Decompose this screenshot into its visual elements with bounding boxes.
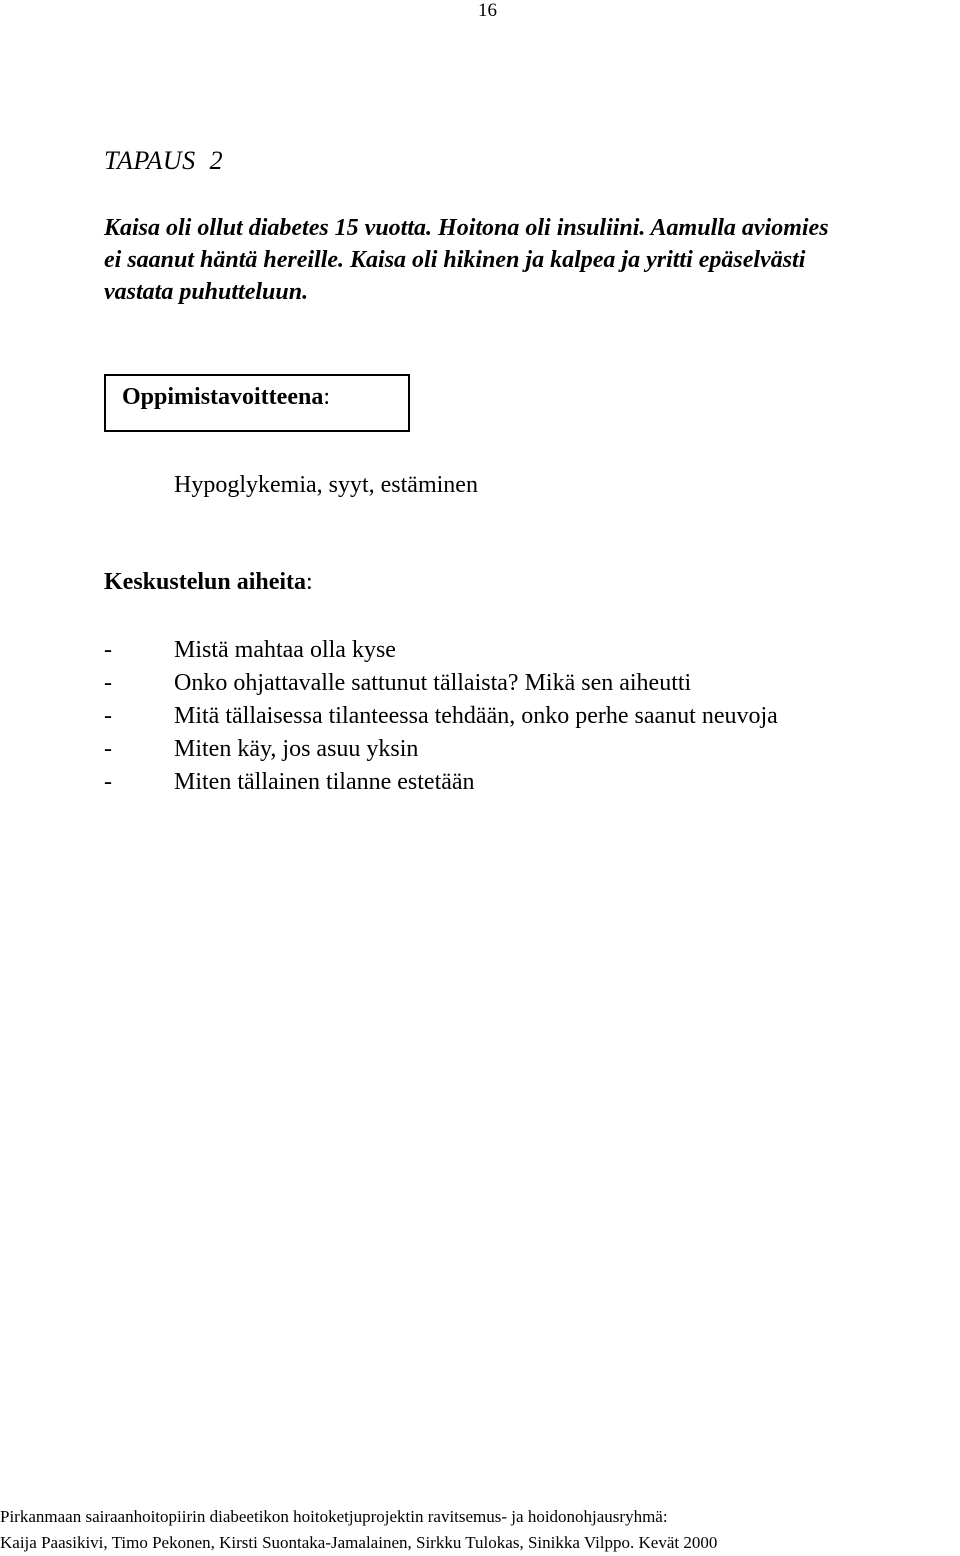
learning-goal-value: Hypoglykemia, syyt, estäminen <box>174 472 478 498</box>
discussion-topics-heading-text: Keskustelun aiheita <box>104 569 307 595</box>
case-line: Kaisa oli ollut diabetes 15 vuotta. Hoitona oli insuliini. Aamulla aviomies <box>104 215 829 241</box>
case-title <box>104 146 223 176</box>
list-item-text: Mistä mahtaa olla kyse <box>174 637 396 663</box>
list-bullet: - <box>104 703 112 729</box>
list-item-text: Onko ohjattavalle sattunut tällaista? Mikä sen aiheutti <box>174 670 692 696</box>
learning-goal-label <box>122 384 330 411</box>
learning-goal-label-text: Oppimistavoitteena <box>122 384 324 410</box>
list-bullet: - <box>104 769 112 795</box>
list-item-text: Mitä tällaisessa tilanteessa tehdään, onko perhe saanut neuvoja <box>174 703 778 729</box>
list-bullet: - <box>104 637 112 663</box>
learning-goal-label-colon: : <box>323 384 330 410</box>
case-description <box>104 212 960 308</box>
footer-line: Kaija Paasikivi, Timo Pekonen, Kirsti Suontaka-Jamalainen, Sirkku Tulokas, Sinikka Vilppo. Kevät 2000 <box>0 1533 718 1552</box>
list-bullet: - <box>104 736 112 762</box>
case-line: ei saanut häntä hereille. Kaisa oli hikinen ja kalpea ja yritti epäselvästi <box>104 247 806 273</box>
page-footer <box>0 1504 717 1556</box>
list-bullet: - <box>104 670 112 696</box>
case-line: vastata puhutteluun. <box>104 279 309 305</box>
discussion-topics-heading <box>104 569 313 596</box>
case-title-number: 2 <box>209 146 224 175</box>
discussion-topics-heading-colon: : <box>306 569 313 595</box>
case-title-word: TAPAUS <box>104 146 196 175</box>
page-number: 16 <box>478 0 497 21</box>
list-item-text: Miten tällainen tilanne estetään <box>174 769 475 795</box>
footer-line: Pirkanmaan sairaanhoitopiirin diabeetikon hoitoketjuprojektin ravitsemus- ja hoidonohjausryhmä: <box>0 1507 668 1526</box>
list-item-text: Miten käy, jos asuu yksin <box>174 736 419 762</box>
